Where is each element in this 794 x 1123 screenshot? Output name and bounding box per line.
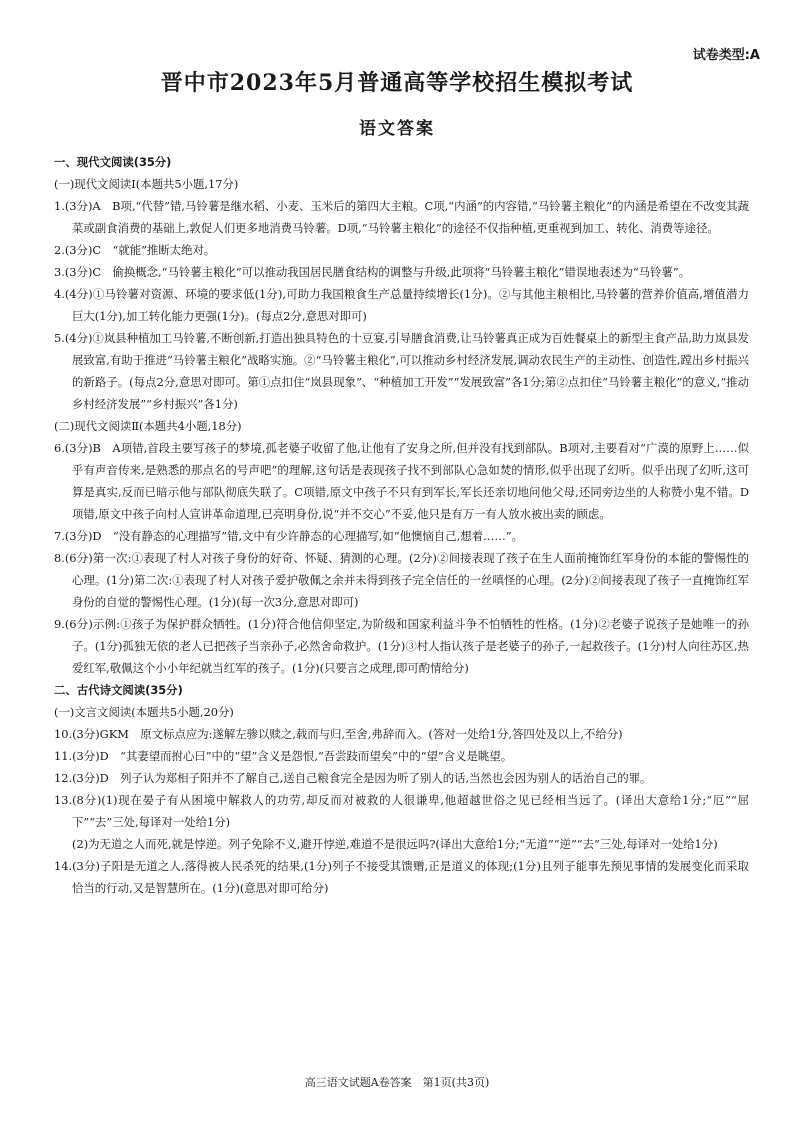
answer-item: 4.(4分)①马铃薯对资源、环境的要求低(1分),可助力我国粮食生产总量持续增长(1分)。②与其他主粮相比,马铃薯的营养价值高,增值潜力巨大(1分),加工转化能力更强(1分)。(每点2分,意思对即可) (54, 287, 749, 323)
answer-item: 12.(3分)D 列子认为郑相子阳并不了解自己,送自己粮食完全是因为听了别人的话,当然也会因为别人的话治自己的罪。 (54, 771, 652, 785)
answer-item: 13.(8分)(1)现在晏子有从困境中解救人的功劳,却反而对被救的人很谦卑,他超越世俗之见已经相当远了。(译出大意给1分;“厄”“屈下”“去”三处,每译对一处给1分) (54, 793, 749, 829)
subsection-heading: (一)现代文阅读Ⅰ(本题共5小题,17分) (54, 177, 239, 191)
answer-item: 14.(3分)子阳是无道之人,落得被人民杀死的结果,(1分)列子不接受其馈赠,正是道义的体现;(1分)且列子能事先预见事情的发展变化而采取恰当的行动,又是智慧所在。(1分)(意思对即可给分) (54, 859, 749, 895)
section-heading: 一、现代文阅读(35分) (54, 155, 172, 169)
answer-subtitle: 语文答案 (359, 119, 435, 139)
answer-item: 10.(3分)GKM 原文标点应为:遂解左骖以赎之,载而与归,至舍,弗辞而入。(答对一处给1分,答四处及以上,不给分) (54, 727, 623, 741)
answer-item: 9.(6分)示例:①孩子为保护群众牺牲。(1分)符合他信仰坚定,为阶级和国家利益斗争不怕牺牲的性格。(1分)②老婆子说孩子是她唯一的孙子。(1分)孤独无依的老人已把孩子当亲孙子,必然舍命救护。(1分)③村人指认孩子是老婆子的孙子,一起救孩子。(1分)村人向往苏区,热爱红军,敬佩这个小小年纪就当红军的孩子。(1分)(只要言之成理,即可酌情给分) (54, 617, 749, 675)
exam-title: 晋中市2023年5月普通高等学校招生模拟考试 (160, 70, 634, 96)
answer-content (54, 151, 749, 899)
answer-item: 11.(3分)D “其妻望而拊心曰”中的“望”含义是怨恨,“吾尝跂而望矣”中的“望”含义是眺望。 (54, 749, 513, 763)
answer-item: 6.(3分)B A项错,首段主要写孩子的梦境,孤老婆子收留了他,让他有了安身之所,但并没有找到部队。B项对,主要看对“广漠的原野上……似乎有声音传来,是熟悉的那点名的号声吧”的理解,这句话是表现孩子找不到部队心急如焚的情形,似乎出现了幻听。似乎出现了幻听,这可算是真实,反而已暗示他与部队彻底失联了。C项错,原文中孩子不只有到军长,军长还亲切地问他父母,还同旁边坐的人称赞小鬼不错。D项错,原文中孩子向村人宣讲革命道理,已亮明身份,说“并不交心”不妥,他只是有万一有人放水被出卖的顾虑。 (54, 441, 749, 521)
subsection-heading: (二)现代文阅读Ⅱ(本题共4小题,18分) (54, 419, 242, 433)
answer-item: 3.(3分)C 偷换概念,“马铃薯主粮化”可以推动我国居民膳食结构的调整与升级,此项将“马铃薯主粮化”错误地表述为“马铃薯”。 (54, 265, 691, 279)
answer-item: 5.(4分)①岚县种植加工马铃薯,不断创新,打造出独具特色的十豆宴,引导膳食消费,让马铃薯真正成为百姓餐桌上的新型主食产品,助力岚县发展致富,有助于推进“马铃薯主粮化”战略实施。②“马铃薯主粮化”,可以推动乡村经济发展,调动农民生产的主动性、创造性,蹚出乡村振兴的新路子。(每点2分,意思对即可。第①点扣住“岚县现象”、“种植加工开发”“发展致富”各1分;第②点扣住“马铃薯主粮化”的意义,“推动乡村经济发展”“乡村振兴”各1分) (54, 331, 749, 411)
answer-item: 7.(3分)D “没有静态的心理描写”错,文中有少许静态的心理描写,如“他懊恼自己,想着……”。 (54, 529, 523, 543)
section-heading: 二、古代诗文阅读(35分) (54, 683, 183, 697)
page-footer: 高三语文试题A卷答案 第1页(共3页) (304, 1076, 490, 1089)
answer-item-continued: (2)为无道之人而死,就是悖逆。列子免除不义,避开悖逆,难道不是很远吗?(译出大意给1分;“无道”“逆”“去”三处,每译对一处给1分) (72, 837, 718, 851)
paper-type-label: 试卷类型:A (692, 48, 760, 63)
answer-item: 1.(3分)A B项,“代替”错,马铃薯是继水稻、小麦、玉米后的第四大主粮。C项,“内涵”的内容错,“马铃薯主粮化”的内涵是希望在不改变其蔬菜或副食消费的基础上,敦促人们更多地消费马铃薯。D项,“马铃薯主粮化”的途径不仅指种植,更重视到加工、转化、消费等途径。 (54, 199, 749, 235)
answer-item: 8.(6分)第一次:①表现了村人对孩子身份的好奇、怀疑、猜测的心理。(2分)②间接表现了孩子在生人面前掩饰红军身份的本能的警惕性的心理。(1分)第二次:①表现了村人对孩子爱护敬佩之余并未得到孩子完全信任的一丝嗔怪的心理。(2分)②间接表现了孩子一直掩饰红军身份的自觉的警惕性心理。(1分)(每一次3分,意思对即可) (54, 551, 749, 609)
subsection-heading: (一)文言文阅读(本题共5小题,20分) (54, 705, 234, 719)
answer-item: 2.(3分)C “就能”推断太绝对。 (54, 243, 216, 257)
